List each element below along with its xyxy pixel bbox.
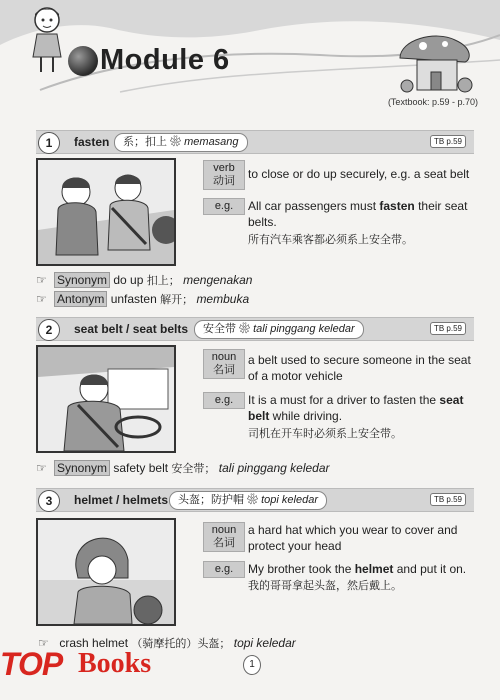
example-chinese: 司机在开车时必须系上安全带。 xyxy=(248,428,402,440)
antonym-row: ☞ Antonym unfasten 解开； membuka xyxy=(36,292,250,306)
example-sentence: My brother took the helmet and put it on. xyxy=(248,562,467,576)
entry-number: 1 xyxy=(38,132,60,154)
pos-tag: noun 名词 xyxy=(203,522,245,552)
definition-text: a belt used to secure someone in the seat of a motor vehicle xyxy=(248,353,471,383)
textbook-reference: (Textbook: p.59 - p.70) xyxy=(387,97,478,107)
example-sentence: All car passengers must fasten their seat belts. xyxy=(248,199,468,229)
example-sentence: It is a must for a driver to fasten the seat belt while driving. xyxy=(248,393,464,423)
fasten-illustration xyxy=(36,158,176,266)
entry-2-header xyxy=(36,317,474,341)
pos-tag: noun 名词 xyxy=(203,349,245,379)
pointing-hand-icon: ☞ xyxy=(38,636,49,650)
module-title: Module 6 xyxy=(100,44,230,76)
tb-page-badge: TB p.59 xyxy=(430,135,466,148)
tb-page-badge: TB p.59 xyxy=(430,493,466,506)
entry-translation: 头盔；防护帽 ❀ topi keledar xyxy=(169,491,327,510)
eg-tag: e.g. xyxy=(203,392,245,409)
entry-3-header xyxy=(36,488,474,512)
example-chinese: 所有汽车乘客都必须系上安全带。 xyxy=(248,234,413,246)
tb-page-badge: TB p.59 xyxy=(430,322,466,335)
girl-mascot-illustration xyxy=(25,2,70,77)
eg-tag: e.g. xyxy=(203,561,245,578)
seat-belt-illustration xyxy=(36,345,176,453)
logo-top-text: TOP xyxy=(0,646,63,682)
helmet-illustration xyxy=(36,518,176,626)
synonym-row: ☞ Synonym safety belt 安全带； tali pinggang keledar xyxy=(36,461,330,475)
entry-word: seat belt / seat belts xyxy=(74,322,189,336)
pointing-hand-icon: ☞ xyxy=(36,273,47,287)
entry-translation: 系；扣上 ❀ memasang xyxy=(114,133,248,152)
crash-helmet-row: ☞ crash helmet （骑摩托的）头盔； topi keledar xyxy=(38,636,296,650)
definition-text: to close or do up securely, e.g. a seat belt xyxy=(248,167,470,181)
entry-translation: 安全带 ❀ tali pinggang keledar xyxy=(194,320,364,339)
entry-1-header xyxy=(36,130,474,154)
definition-text: a hard hat which you wear to cover and protect your head xyxy=(248,523,458,553)
example-chinese: 我的哥哥拿起头盔，然后戴上。 xyxy=(248,580,402,592)
entry-number: 3 xyxy=(38,490,60,512)
synonym-row: ☞ Synonym do up 扣上； mengenakan xyxy=(36,273,253,287)
entry-word: fasten xyxy=(74,135,110,149)
pointing-hand-icon: ☞ xyxy=(36,461,47,475)
bullet-ball-icon xyxy=(68,46,98,76)
entry-number: 2 xyxy=(38,319,60,341)
entry-word: helmet / helmets xyxy=(74,493,169,507)
mushroom-house-illustration xyxy=(395,30,475,95)
topbooks-logo xyxy=(0,640,190,690)
eg-tag: e.g. xyxy=(203,198,245,215)
pointing-hand-icon: ☞ xyxy=(36,292,47,306)
page-number: 1 xyxy=(243,655,261,675)
logo-books-text: Books xyxy=(78,648,152,679)
pos-tag: verb 动词 xyxy=(203,160,245,190)
